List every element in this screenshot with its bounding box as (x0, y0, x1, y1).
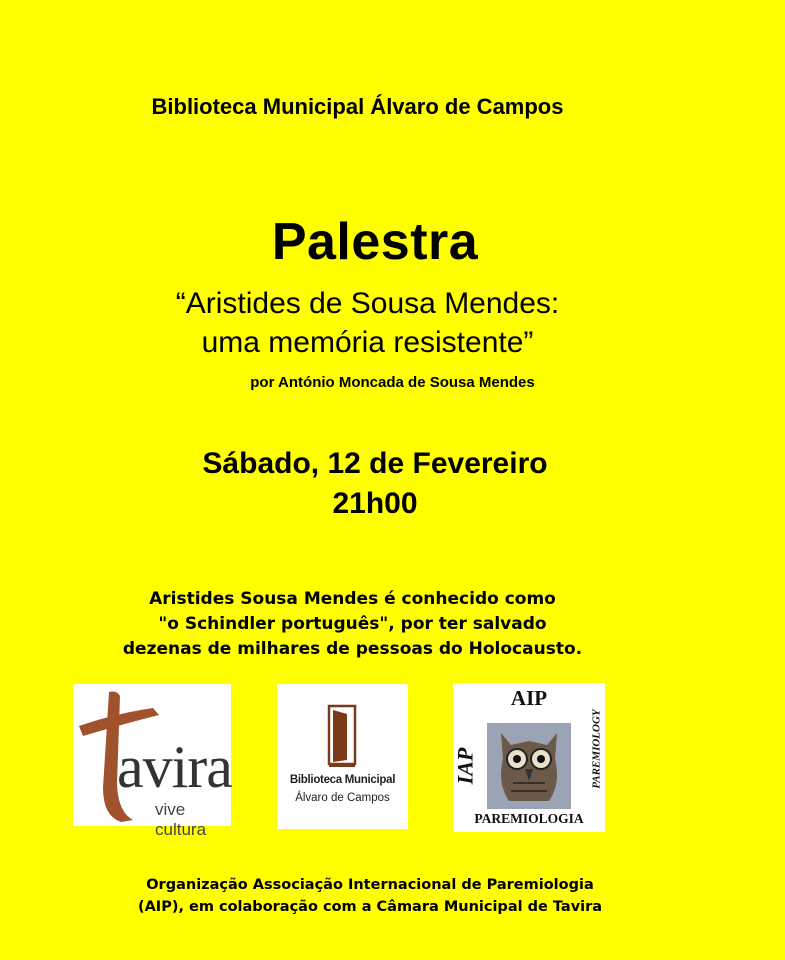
biblioteca-logo (277, 684, 408, 829)
talk-title-line-1: “Aristides de Sousa Mendes: (175, 287, 560, 320)
tavira-logo (73, 684, 232, 839)
organizer-line-2: (AIP), em colaboração com a Câmara Municipal de Tavira (137, 899, 603, 915)
door-icon (277, 684, 408, 774)
venue-heading: Biblioteca Municipal Álvaro de Campos (151, 94, 564, 119)
aip-logo (453, 683, 605, 832)
description-line-1: Aristides Sousa Mendes é conhecido como (149, 589, 556, 609)
event-type-title: Palestra (271, 213, 479, 271)
tavira-tagline: vive cultura (155, 800, 207, 839)
talk-title-line-2: uma memória resistente” (201, 326, 534, 359)
description-line-3: dezenas de milhares de pessoas do Holocausto. (122, 639, 583, 659)
biblioteca-logo-line-2: Álvaro de Campos (295, 792, 390, 804)
speaker-credit: por António Moncada de Sousa Mendes (250, 374, 535, 391)
description-line-2: "o Schindler português", por ter salvado (158, 614, 547, 634)
aip-logo-top-text: AIP (510, 686, 548, 710)
organizer-line-1: Organização Associação Internacional de Paremiologia (146, 877, 594, 893)
biblioteca-logo-line-1: Biblioteca Municipal (289, 774, 396, 786)
aip-logo-bottom-text: PAREMIOLOGIA (474, 811, 584, 826)
aip-logo-left-text: IAP (452, 747, 478, 785)
tavira-wordmark: avira (117, 734, 232, 800)
event-time: 21h00 (332, 487, 418, 520)
organizer-credit (0, 874, 740, 918)
event-date: Sábado, 12 de Fevereiro (202, 447, 548, 480)
aip-logo-right-text: PAREMIOLOGY (590, 709, 603, 789)
event-datetime (0, 444, 750, 524)
talk-title (0, 284, 735, 362)
description (0, 587, 705, 662)
